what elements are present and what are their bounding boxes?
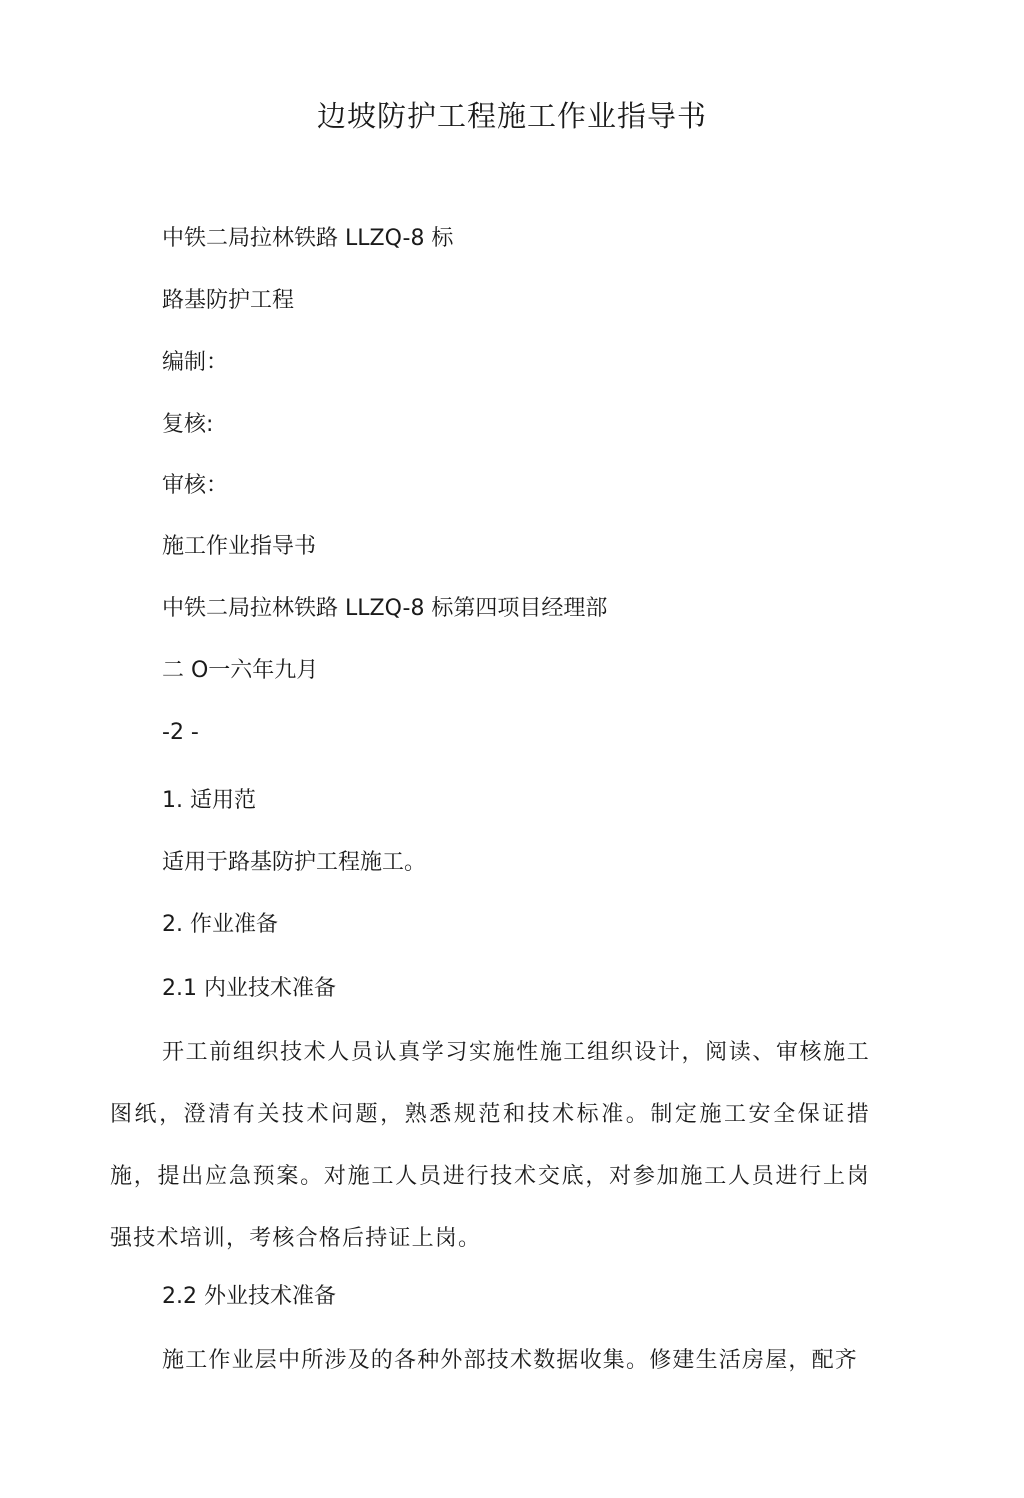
document-type: 施工作业指导书 (162, 534, 317, 559)
subject-name: 路基防护工程 (162, 288, 295, 313)
section-2-1-body: 开工前组织技术人员认真学习实施性施工组织设计，阅读、审核施工图纸，澄清有关技术问题，熟悉规范和技术标准。制定施工安全保证措施，提出应急预案。对施工人员进行技术交底，对参加施工人员进行上岗强技术培训，考核合格后持证上岗。 (110, 1040, 870, 1251)
page-number: -2 - (162, 720, 199, 745)
prepared-by-label: 编制： (162, 350, 229, 375)
section-2-heading: 2. 作业准备 (162, 912, 278, 937)
section-2-2-body: 施工作业层中所涉及的各种外部技术数据收集。修建生活房屋，配齐 (162, 1348, 859, 1373)
project-name: 中铁二局拉林铁路 LLZQ-8 标 (162, 226, 454, 251)
section-2-1-heading: 2.1 内业技术准备 (162, 976, 336, 1001)
document-title: 边坡防护工程施工作业指导书 (316, 99, 707, 133)
approved-by-label: 审核： (162, 473, 229, 498)
section-2-2-heading: 2.2 外业技术准备 (162, 1284, 336, 1309)
section-1-body: 适用于路基防护工程施工。 (162, 850, 427, 875)
document-date: 二 O一六年九月 (162, 658, 319, 683)
section-1-heading: 1. 适用范 (162, 788, 256, 813)
department-name: 中铁二局拉林铁路 LLZQ-8 标第四项目经理部 (162, 596, 608, 621)
reviewed-by-label: 复核: (162, 412, 214, 437)
